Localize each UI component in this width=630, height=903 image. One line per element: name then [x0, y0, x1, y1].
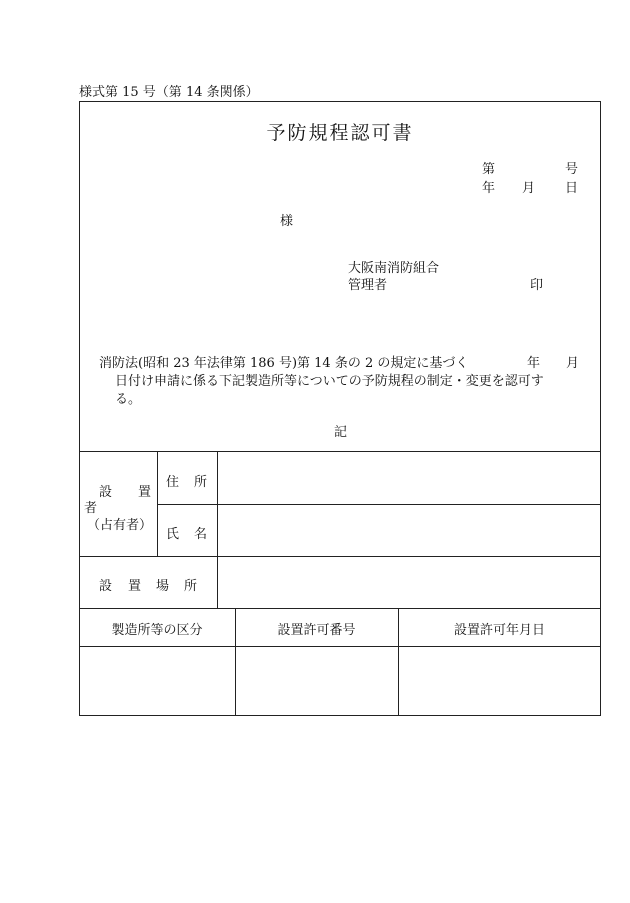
location-label-3: 場: [156, 579, 170, 594]
installer-label-2: 置: [138, 485, 152, 500]
column-header-permit-date: 設置許可年月日: [453, 623, 545, 638]
body-year-label: 年: [527, 356, 541, 371]
date-year-label: 年: [482, 181, 496, 196]
document-title: 予防規程認可書: [266, 122, 414, 144]
issuer-title: 管理者: [348, 278, 388, 293]
location-label-4: 所: [184, 579, 198, 594]
name-label-1: 氏: [166, 527, 180, 542]
name-label-2: 名: [194, 527, 208, 542]
column-header-permit-number: 設置許可番号: [277, 623, 356, 638]
header-row-bottom: [79, 646, 601, 647]
seal-mark: 印: [530, 278, 544, 293]
issuer-organization: 大阪南消防組合: [348, 261, 440, 276]
body-text-line3: る。: [115, 392, 142, 407]
date-month-label: 月: [522, 181, 536, 196]
installer-row-bottom: [79, 556, 601, 557]
location-row-bottom: [79, 608, 601, 609]
installer-label-3: 者: [84, 501, 98, 516]
address-label-2: 所: [194, 475, 208, 490]
installer-occupant-label: （占有者）: [87, 518, 153, 533]
number-label: 第: [482, 162, 496, 177]
addressee-suffix: 様: [280, 214, 294, 229]
location-label-2: 置: [128, 579, 142, 594]
body-text-line1: 消防法(昭和 23 年法律第 186 号)第 14 条の 2 の規定に基づく: [99, 356, 469, 371]
form-number-label: 様式第 15 号（第 14 条関係）: [79, 85, 259, 100]
address-label-1: 住: [166, 475, 180, 490]
column-header-facility-category: 製造所等の区分: [111, 623, 203, 638]
address-row-divider: [157, 504, 601, 505]
label-col-divider: [217, 451, 218, 608]
number-suffix: 号: [565, 162, 579, 177]
body-text-line2: 日付け申請に係る下記製造所等についての予防規程の制定・変更を認可す: [115, 374, 544, 389]
installer-label-1: 設: [99, 485, 113, 500]
installer-col-divider: [157, 451, 158, 556]
body-month-label: 月: [566, 356, 580, 371]
location-label-1: 設: [99, 579, 113, 594]
ki-heading: 記: [334, 425, 348, 440]
date-day-label: 日: [565, 181, 579, 196]
